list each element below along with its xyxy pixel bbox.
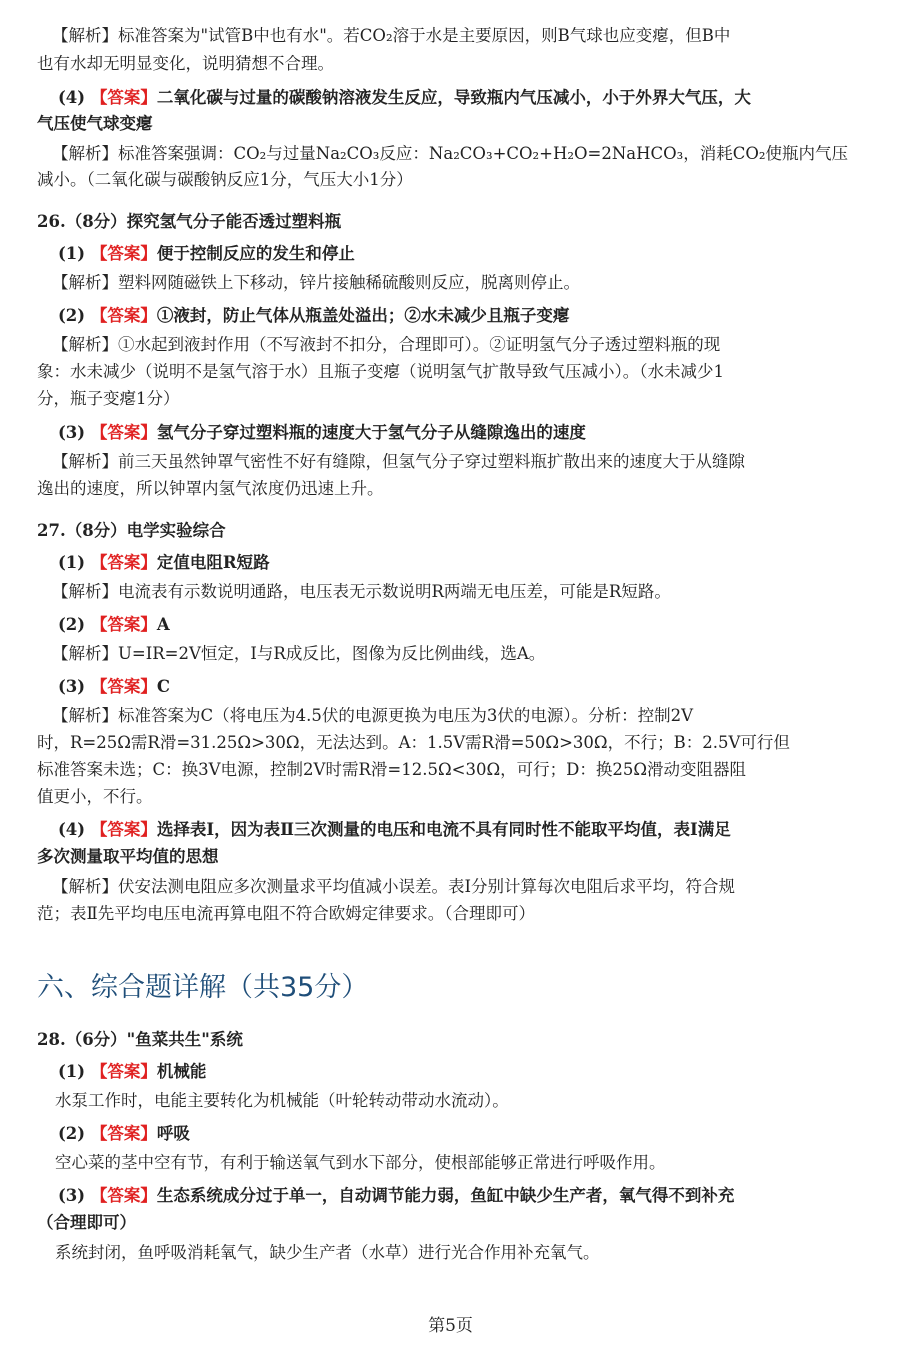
- answer-text: 选择表Ⅰ，因为表Ⅱ三次测量的电压和电流不具有同时性不能取平均值，表Ⅰ满足: [156, 820, 731, 839]
- question-number: (2): [58, 615, 86, 634]
- answer-text: 二氧化碳与过量的碳酸钠溶液发生反应，导致瓶内气压减小，小于外界大气压，大: [156, 88, 751, 107]
- answer-text: 生态系统成分过于单一，自动调节能力弱，鱼缸中缺少生产者，氧气得不到补充: [156, 1186, 735, 1205]
- analysis-text: 【解析】标准答案强调：CO₂与过量Na₂CO₃反应：Na₂CO₃+CO₂+H₂O=2NaHCO₃，消耗CO₂使瓶内气压: [52, 144, 849, 163]
- answer-text: 多次测量取平均值的思想: [37, 847, 219, 866]
- analysis-text: 范；表Ⅱ先平均电压电流再算电阻不符合欧姆定律要求。（合理即可）: [37, 904, 535, 923]
- question-title: 26.（8分）探究氢气分子能否透过塑料瓶: [37, 212, 342, 231]
- page-number: 第5页: [428, 1316, 473, 1336]
- analysis-text: 象：水未减少（说明不是氢气溶于水）且瓶子变瘪（说明氢气扩散导致气压减小）。（水未减少1: [37, 362, 724, 381]
- answer-text: 定值电阻R短路: [156, 553, 270, 572]
- question-number: (3): [58, 423, 86, 442]
- analysis-text: 水泵工作时，电能主要转化为机械能（叶轮转动带动水流动）。: [55, 1091, 509, 1110]
- answer-tag: 【答案】: [90, 423, 157, 442]
- answer-tag: 【答案】: [90, 1062, 157, 1081]
- analysis-text: 【解析】①水起到液封作用（不写液封不扣分，合理即可）。②证明氢气分子透过塑料瓶的现: [52, 335, 721, 354]
- analysis-text: 空心菜的茎中空有节，有利于输送氧气到水下部分，使根部能够正常进行呼吸作用。: [55, 1153, 666, 1172]
- analysis-text: 标准答案未选；C：换3V电源，控制2V时需R滑=12.5Ω<30Ω，可行；D：换25Ω滑动变阻器阻: [37, 760, 747, 779]
- answer-tag: 【答案】: [90, 677, 157, 696]
- answer-tag: 【答案】: [90, 306, 157, 325]
- question-title: 28.（6分）"鱼菜共生"系统: [37, 1030, 243, 1049]
- answer-text: A: [156, 615, 170, 634]
- question-number: (1): [58, 553, 86, 572]
- analysis-text: 系统封闭，鱼呼吸消耗氧气，缺少生产者（水草）进行光合作用补充氧气。: [55, 1243, 600, 1262]
- answer-text: 气压使气球变瘪: [37, 114, 153, 133]
- question-number: (4): [58, 88, 86, 107]
- question-number: (1): [58, 1062, 86, 1081]
- question-number: (3): [58, 1186, 86, 1205]
- question-number: (3): [58, 677, 86, 696]
- analysis-text: 时，R=25Ω需R滑=31.25Ω>30Ω，无法达到。A：1.5V需R滑=50Ω>30Ω，不行；B：2.5V可行但: [37, 733, 790, 752]
- analysis-text: 分，瓶子变瘪1分）: [37, 389, 180, 408]
- answer-tag: 【答案】: [90, 820, 157, 839]
- analysis-text: 也有水却无明显变化，说明猜想不合理。: [37, 54, 334, 73]
- answer-tag: 【答案】: [90, 1124, 157, 1143]
- question-number: (2): [58, 306, 86, 325]
- analysis-text: 减小。（二氧化碳与碳酸钠反应1分，气压大小1分）: [37, 170, 413, 189]
- analysis-text: 【解析】U=IR=2V恒定，I与R成反比，图像为反比例曲线，选A。: [52, 644, 546, 663]
- analysis-text: 【解析】电流表有示数说明通路，电压表无示数说明R两端无电压差，可能是R短路。: [52, 582, 671, 601]
- answer-text: 便于控制反应的发生和停止: [156, 244, 355, 263]
- answer-text: ①液封，防止气体从瓶盖处溢出；②水未减少且瓶子变瘪: [156, 306, 570, 325]
- answer-text: 氢气分子穿过塑料瓶的速度大于氢气分子从缝隙逸出的速度: [156, 423, 586, 442]
- analysis-text: 【解析】塑料网随磁铁上下移动，锌片接触稀硫酸则反应，脱离则停止。: [52, 273, 580, 292]
- analysis-text: 【解析】前三天虽然钟罩气密性不好有缝隙，但氢气分子穿过塑料瓶扩散出来的速度大于从缝隙: [52, 452, 745, 471]
- question-number: (1): [58, 244, 86, 263]
- answer-text: （合理即可）: [37, 1213, 136, 1232]
- answer-tag: 【答案】: [90, 1186, 157, 1205]
- analysis-text: 值更小，不行。: [37, 787, 153, 806]
- analysis-text: 【解析】伏安法测电阻应多次测量求平均值减小误差。表Ⅰ分别计算每次电阻后求平均，符合规: [52, 877, 736, 896]
- section-heading: 六、综合题详解（共35分）: [37, 972, 369, 1003]
- analysis-text: 【解析】标准答案为"试管B中也有水"。若CO₂溶于水是主要原因，则B气球也应变瘪，但B中: [52, 26, 731, 45]
- question-number: (4): [58, 820, 86, 839]
- answer-tag: 【答案】: [90, 615, 157, 634]
- analysis-text: 【解析】标准答案为C（将电压为4.5伏的电源更换为电压为3伏的电源）。分析：控制2V: [52, 706, 694, 725]
- answer-tag: 【答案】: [90, 88, 157, 107]
- question-title: 27.（8分）电学实验综合: [37, 521, 226, 540]
- answer-text: 呼吸: [156, 1124, 190, 1143]
- answer-text: C: [156, 677, 170, 696]
- answer-tag: 【答案】: [90, 553, 157, 572]
- analysis-text: 逸出的速度，所以钟罩内氢气浓度仍迅速上升。: [37, 479, 384, 498]
- answer-text: 机械能: [156, 1062, 207, 1081]
- answer-tag: 【答案】: [90, 244, 157, 263]
- question-number: (2): [58, 1124, 86, 1143]
